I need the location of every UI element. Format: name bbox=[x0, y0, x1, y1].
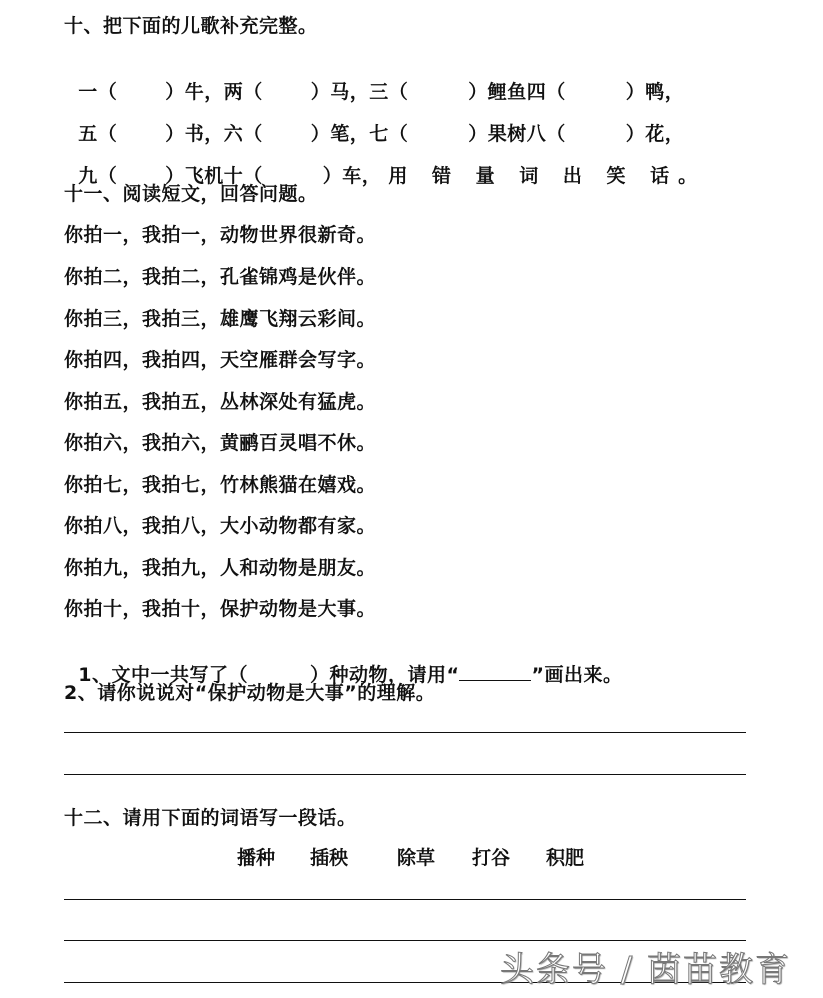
answer-line[interactable] bbox=[64, 940, 746, 941]
poem-line: 你拍四，我拍四，天空雁群会写字。 bbox=[64, 349, 377, 371]
song-text: 一（ bbox=[78, 81, 118, 103]
word-item: 打谷 bbox=[472, 847, 511, 869]
underline-mark bbox=[459, 666, 531, 681]
song-row-1 bbox=[64, 56, 684, 104]
poem-line: 你拍六，我拍六，黄鹂百灵唱不休。 bbox=[64, 432, 377, 454]
song-text: ）果树八（ bbox=[468, 123, 566, 145]
watermark: 头条号 / 茵苗教育 bbox=[500, 950, 792, 990]
song-text: 用 错 量 词 出 笑 话。 bbox=[388, 165, 707, 187]
song-text: ）马，三（ bbox=[310, 81, 409, 103]
question-text: ”画出来。 bbox=[531, 664, 623, 686]
song-text: 五（ bbox=[78, 123, 118, 145]
song-text: ）车， bbox=[322, 165, 382, 187]
song-row-3 bbox=[64, 140, 706, 188]
poem-line: 你拍二，我拍二，孔雀锦鸡是伙伴。 bbox=[64, 266, 377, 288]
poem-line: 你拍七，我拍七，竹林熊猫在嬉戏。 bbox=[64, 474, 377, 496]
poem-line: 你拍九，我拍九，人和动物是朋友。 bbox=[64, 557, 377, 579]
word-item: 播种 bbox=[237, 847, 276, 869]
song-text: ）鲤鱼四（ bbox=[468, 81, 566, 103]
poem-line: 你拍十，我拍十，保护动物是大事。 bbox=[64, 598, 377, 620]
section-11-title: 十一、阅读短文，回答问题。 bbox=[64, 183, 318, 205]
song-text: ）花， bbox=[625, 123, 685, 145]
poem-line: 你拍五，我拍五，丛林深处有猛虎。 bbox=[64, 391, 377, 413]
answer-line[interactable] bbox=[64, 774, 746, 775]
song-text: ）牛，两（ bbox=[165, 81, 263, 103]
song-row-2 bbox=[64, 98, 684, 146]
song-text: ）鸭， bbox=[625, 81, 685, 103]
word-item: 插秧 bbox=[310, 847, 349, 869]
question-2: 2、请你说说对“保护动物是大事”的理解。 bbox=[64, 682, 436, 704]
song-text: ）书，六（ bbox=[165, 123, 263, 145]
answer-line[interactable] bbox=[64, 732, 746, 733]
question-text: 1、文中一共写了（ bbox=[78, 664, 248, 686]
poem-line: 你拍三，我拍三，雄鹰飞翔云彩间。 bbox=[64, 308, 377, 330]
poem-line: 你拍一，我拍一，动物世界很新奇。 bbox=[64, 224, 377, 246]
section-12-title: 十二、请用下面的词语写一段话。 bbox=[64, 807, 357, 829]
word-item: 除草 bbox=[397, 847, 436, 869]
question-text: ）种动物，请用“ bbox=[309, 664, 460, 686]
section-10-title: 十、把下面的儿歌补充完整。 bbox=[64, 15, 318, 37]
song-text: ）笔，七（ bbox=[310, 123, 409, 145]
answer-line[interactable] bbox=[64, 899, 746, 900]
song-text: ）飞机十（ bbox=[165, 165, 263, 187]
song-text: 九（ bbox=[78, 165, 118, 187]
word-item: 积肥 bbox=[546, 847, 585, 869]
poem-line: 你拍八，我拍八，大小动物都有家。 bbox=[64, 515, 377, 537]
question-1 bbox=[64, 639, 622, 687]
